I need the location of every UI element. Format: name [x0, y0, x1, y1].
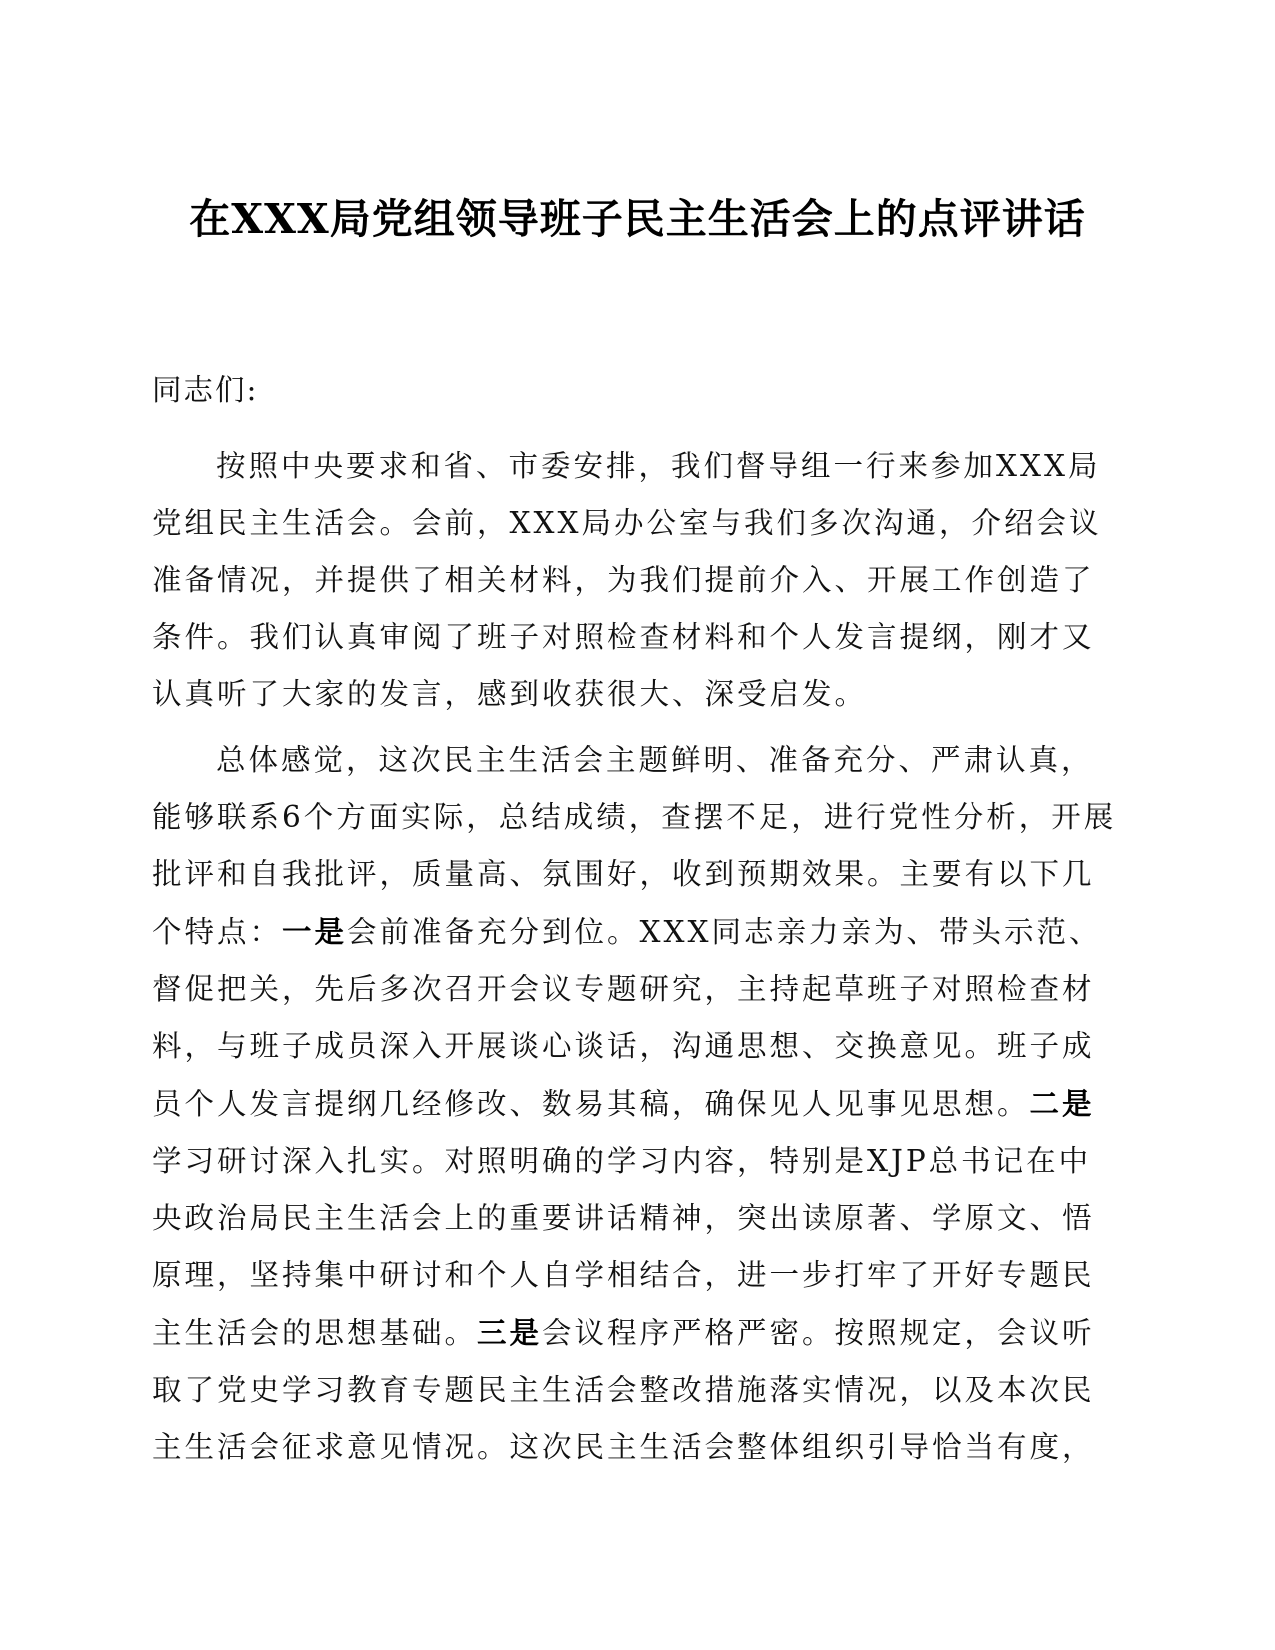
- summary-intro-text: 总体感觉，这次民主生活会主题鲜明、准备充分、严肃认真，能够联系6个方面实际，总结成绩，查摆不足，进行党性分析，开展批评和自我批评，质量高、氛围好，收到预期效果。主要有以下几个特点：: [152, 743, 1117, 949]
- paragraph-intro: 按照中央要求和省、市委安排，我们督导组一行来参加XXX局党组民主生活会。会前，XXX局办公室与我们多次沟通，介绍会议准备情况，并提供了相关材料，为我们提前介入、开展工作创造了条件。我们认真审阅了班子对照检查材料和个人发言提纲，刚才又认真听了大家的发言，感到收获很大、深受启发。: [152, 449, 1102, 711]
- paragraph-summary: [152, 732, 1117, 1476]
- document-title: 在XXX局党组领导班子民主生活会上的点评讲话: [189, 195, 1086, 243]
- point-two-text: 学习研讨深入扎实。对照明确的学习内容，特别是XJP总书记在中央政治局民主生活会上的重要讲话精神，突出读原著、学原文、悟原理，坚持集中研讨和个人自学相结合，进一步打牢了开好专题民主生活会的思想基础。: [152, 1144, 1095, 1350]
- point-one-label: 一是: [282, 914, 348, 949]
- point-three-text: 会议程序严格严密。按照规定，会议听取了党史学习教育专题民主生活会整改措施落实情况，以及本次民主生活会征求意见情况。这次民主生活会整体组织引导恰当有度，: [152, 1316, 1095, 1464]
- point-one-text: 会前准备充分到位。XXX同志亲力亲为、带头示范、督促把关，先后多次召开会议专题研究，主持起草班子对照检查材料，与班子成员深入开展谈心谈话，沟通思想、交换意见。班子成员个人发言提纲几经修改、数易其稿，确保见人见事见思想。: [152, 915, 1102, 1121]
- salutation: 同志们:: [152, 373, 259, 407]
- point-three-label: 三是: [477, 1315, 543, 1350]
- point-two-label: 二是: [1029, 1086, 1095, 1121]
